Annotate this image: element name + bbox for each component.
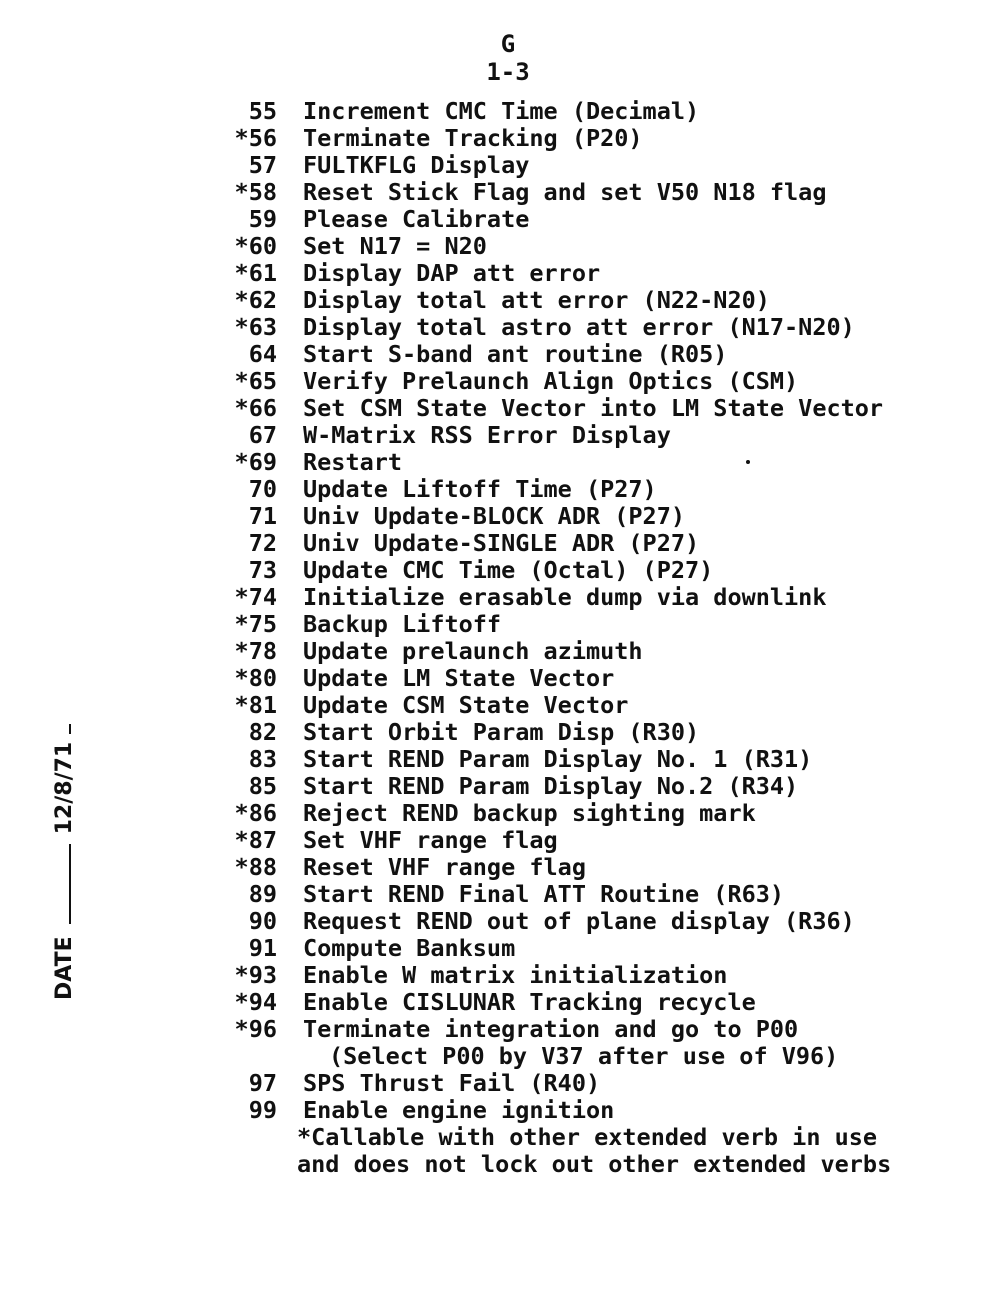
verb-description: Start Orbit Param Disp (R30) [303,718,700,746]
verb-number: 71 [248,502,277,530]
verb-number: 91 [248,934,277,962]
verb-entry [225,989,985,1016]
verb-number: *61 [234,259,277,287]
verb-number: 57 [248,151,277,179]
verb-entry [225,449,985,476]
verb-description: Enable CISLUNAR Tracking recycle [303,988,756,1016]
verb-number: *58 [234,178,277,206]
verb-entry [225,665,985,692]
verb-number: *88 [234,853,277,881]
verb-description: Start REND Param Display No. 1 (R31) [303,745,813,773]
verb-entry [225,719,985,746]
verb-entry [225,395,985,422]
verb-number: 55 [248,97,277,125]
verb-description: Terminate Tracking (P20) [303,124,643,152]
verb-description: Update LM State Vector [303,664,615,692]
verb-entry [225,206,985,233]
page-number: 1-3 [486,58,530,86]
verb-entry [225,422,985,449]
verb-number: *96 [234,1015,277,1043]
verb-description: Compute Banksum [303,934,516,962]
verb-number: 59 [248,205,277,233]
verb-description: Request REND out of plane display (R36) [303,907,855,935]
verb-number: *75 [234,610,277,638]
verb-number: *93 [234,961,277,989]
verb-entry [225,233,985,260]
verb-description: Update CSM State Vector [303,691,629,719]
verb-entry [225,638,985,665]
verb-description: Univ Update-BLOCK ADR (P27) [303,502,686,530]
verb-description: FULTKFLG Display [303,151,530,179]
verb-entry [225,314,985,341]
verb-number: 72 [248,529,277,557]
verb-description: Verify Prelaunch Align Optics (CSM) [303,367,799,395]
verb-entry [225,692,985,719]
verb-description: Start REND Param Display No.2 (R34) [303,772,799,800]
verb-description: Univ Update-SINGLE ADR (P27) [303,529,700,557]
verb-description: Please Calibrate [303,205,530,233]
verb-entry [225,287,985,314]
verb-description: Update Liftoff Time (P27) [303,475,657,503]
verb-description: Display total att error (N22-N20) [303,286,770,314]
verb-entry [225,1016,985,1043]
verb-entry [225,773,985,800]
verb-number: *62 [234,286,277,314]
verb-entry [225,800,985,827]
verb-number: 64 [248,340,277,368]
verb-number: *66 [234,394,277,422]
verb-number: 99 [248,1096,277,1124]
verb-entry [225,260,985,287]
verb-entry-continuation [225,1043,985,1070]
verb-number: *60 [234,232,277,260]
verb-description: Reject REND backup sighting mark [303,799,756,827]
verb-number: *69 [234,448,277,476]
verb-number: *87 [234,826,277,854]
verb-description: Display total astro att error (N17-N20) [303,313,855,341]
verb-number: 85 [248,772,277,800]
verb-number: *78 [234,637,277,665]
verb-description: Backup Liftoff [303,610,502,638]
stray-mark [746,460,750,464]
verb-entry [225,341,985,368]
verb-description: SPS Thrust Fail (R40) [303,1069,601,1097]
verb-description: Restart [303,448,403,476]
verb-description: Start REND Final ATT Routine (R63) [303,880,785,908]
verb-list [225,98,985,1178]
verb-entry [225,746,985,773]
verb-entry [225,584,985,611]
verb-description: Terminate integration and go to P00 [303,1015,799,1043]
verb-entry [225,827,985,854]
verb-description: Initialize erasable dump via downlink [303,583,827,611]
verb-description: Increment CMC Time (Decimal) [303,97,700,125]
verb-entry [225,179,985,206]
verb-description: Set VHF range flag [303,826,558,854]
verb-entry [225,368,985,395]
footnote-text: and does not lock out other extended verbs [297,1150,892,1178]
verb-entry [225,476,985,503]
footnote-text: *Callable with other extended verb in use [297,1123,878,1151]
verb-number: 97 [248,1069,277,1097]
verb-number: 67 [248,421,277,449]
verb-entry [225,881,985,908]
verb-number: 73 [248,556,277,584]
verb-entry [225,98,985,125]
verb-entry [225,935,985,962]
date-tick [67,724,71,734]
date-underline [67,844,71,924]
verb-number: *86 [234,799,277,827]
verb-number: *81 [234,691,277,719]
verb-number: *74 [234,583,277,611]
verb-number: 82 [248,718,277,746]
verb-entry [225,1070,985,1097]
verb-entry [225,557,985,584]
verb-number: 70 [248,475,277,503]
section-letter: G [500,30,516,58]
verb-number: 83 [248,745,277,773]
footnote-line [225,1151,985,1178]
verb-entry [225,854,985,881]
verb-description: Reset Stick Flag and set V50 N18 flag [303,178,827,206]
verb-entry [225,530,985,557]
verb-description: Update CMC Time (Octal) (P27) [303,556,714,584]
date-label: DATE [52,936,77,1000]
verb-description: Display DAP att error [303,259,601,287]
verb-description: (Select P00 by V37 after use of V96) [329,1042,839,1070]
verb-entry [225,611,985,638]
verb-number: 90 [248,907,277,935]
verb-description: Set CSM State Vector into LM State Vector [303,394,884,422]
verb-entry [225,503,985,530]
verb-description: Set N17 = N20 [303,232,487,260]
verb-description: Reset VHF range flag [303,853,586,881]
verb-entry [225,962,985,989]
date-block [52,724,77,1000]
verb-description: Update prelaunch azimuth [303,637,643,665]
verb-description: Enable W matrix initialization [303,961,728,989]
verb-number: *63 [234,313,277,341]
verb-entry [225,908,985,935]
date-value: 12/8/71 [52,741,77,835]
verb-number: *65 [234,367,277,395]
verb-number: *94 [234,988,277,1016]
verb-description: Start S-band ant routine (R05) [303,340,728,368]
verb-entry [225,1097,985,1124]
verb-entry [225,125,985,152]
verb-description: W-Matrix RSS Error Display [303,421,671,449]
footnote-line [225,1124,985,1151]
verb-number: 89 [248,880,277,908]
verb-number: *80 [234,664,277,692]
verb-number: *56 [234,124,277,152]
verb-description: Enable engine ignition [303,1096,615,1124]
verb-entry [225,152,985,179]
